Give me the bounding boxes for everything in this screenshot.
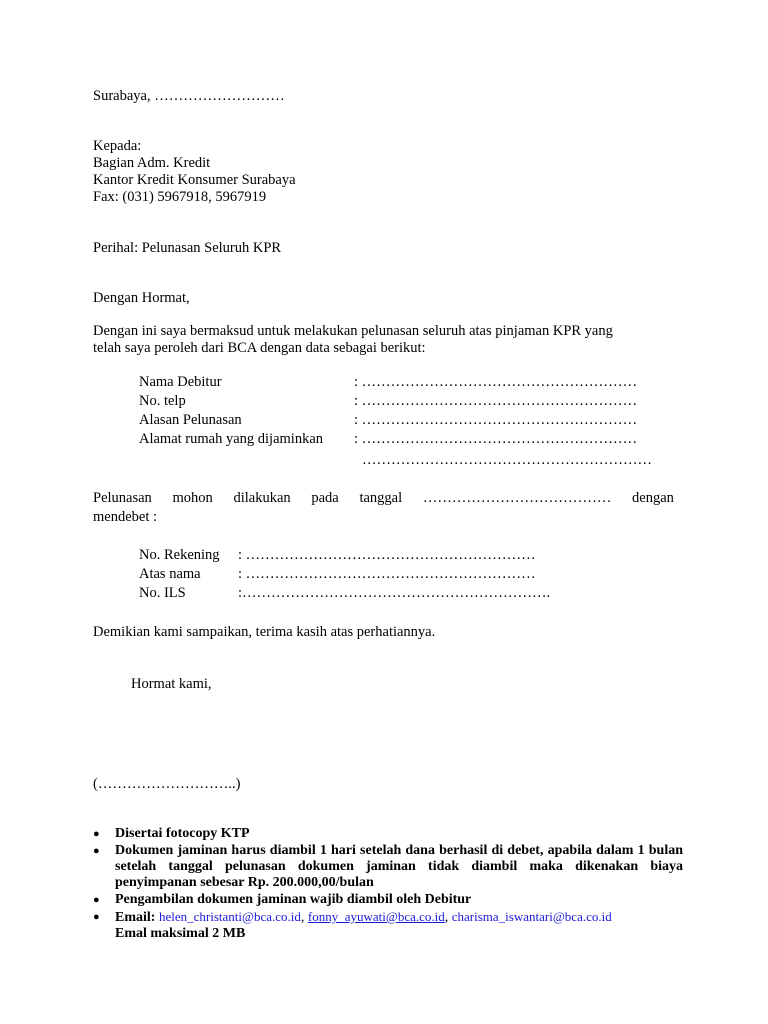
- payment-word: dilakukan: [233, 490, 291, 506]
- field-value-alamat-rumah: : …………………………………………………: [354, 431, 638, 447]
- payment-word: pada: [311, 490, 339, 506]
- payment-date-line: [93, 490, 674, 507]
- regards: Hormat kami,: [131, 676, 212, 692]
- field-value-no-ils: :……………………………………………………….: [238, 585, 551, 601]
- note-item: ● Disertai fotocopy KTP: [93, 826, 250, 841]
- city-date-line: Surabaya, ………………………: [93, 88, 285, 104]
- email-separator: ,: [444, 910, 452, 925]
- field-label-no-telp: No. telp: [139, 393, 186, 409]
- field-value-no-rekening: : ……………………………………………………: [238, 547, 536, 563]
- recipient-fax: Fax: (031) 5967918, 5967919: [93, 189, 267, 205]
- closing-sentence: Demikian kami sampaikan, terima kasih atas perhatiannya.: [93, 624, 436, 640]
- payment-date-blank: …………………………………: [422, 490, 612, 506]
- field-label-no-ils: No. ILS: [139, 585, 186, 601]
- intro-line-2: telah saya peroleh dari BCA dengan data sebagai berikut:: [93, 340, 426, 356]
- email-link-fonny[interactable]: fonny_ayuwati@bca.co.id: [307, 909, 445, 924]
- payment-word: Pelunasan: [93, 490, 152, 506]
- field-value-atas-nama: : ……………………………………………………: [238, 566, 536, 582]
- subject-line: Perihal: Pelunasan Seluruh KPR: [93, 240, 282, 256]
- signature-blank: (………………………..): [93, 776, 241, 792]
- email-label: Email:: [115, 910, 156, 925]
- bullet-icon: ●: [93, 845, 100, 857]
- field-value-no-telp: : …………………………………………………: [354, 393, 638, 409]
- field-value-nama-debitur: : …………………………………………………: [354, 374, 638, 390]
- payment-debit-label: mendebet :: [93, 509, 158, 525]
- note-item: ● Pengambilan dokumen jaminan wajib diambil oleh Debitur: [93, 892, 472, 907]
- payment-word: tanggal: [359, 490, 403, 506]
- recipient-department: Bagian Adm. Kredit: [93, 155, 211, 171]
- payment-word: dengan: [632, 490, 674, 506]
- field-label-nama-debitur: Nama Debitur: [139, 374, 222, 390]
- recipient-to-label: Kepada:: [93, 138, 142, 154]
- bullet-icon: ●: [93, 894, 100, 906]
- field-label-atas-nama: Atas nama: [139, 566, 201, 582]
- bullet-icon: ●: [93, 911, 100, 923]
- notes-list: [93, 826, 683, 942]
- field-label-no-rekening: No. Rekening: [139, 547, 220, 563]
- payment-word: mohon: [172, 490, 213, 506]
- field-value-alamat-continuation: ……………………………………………………: [362, 452, 652, 468]
- greeting: Dengan Hormat,: [93, 290, 190, 306]
- field-label-alasan-pelunasan: Alasan Pelunasan: [139, 412, 242, 428]
- field-value-alasan-pelunasan: : …………………………………………………: [354, 412, 638, 428]
- note-item-email: [93, 909, 683, 942]
- email-link-charisma[interactable]: charisma_iswantari@bca.co.id: [451, 909, 612, 924]
- email-size-limit: Emal maksimal 2 MB: [115, 926, 246, 941]
- bullet-icon: ●: [93, 828, 100, 840]
- note-item: ● Dokumen jaminan harus diambil 1 hari setelah dana berhasil di debet, apabila dalam 1 bulan setelah tanggal pelunasan dokumen jaminan tidak diambil maka dikenakan biaya penyimpanan sebesar Rp. 200.000,00/bulan: [93, 843, 683, 890]
- intro-line-1: Dengan ini saya bermaksud untuk melakukan pelunasan seluruh atas pinjaman KPR yang: [93, 323, 613, 339]
- email-separator: ,: [300, 910, 308, 925]
- field-label-alamat-rumah: Alamat rumah yang dijaminkan: [139, 431, 324, 447]
- email-link-helen[interactable]: helen_christanti@bca.co.id: [158, 909, 301, 924]
- recipient-office: Kantor Kredit Konsumer Surabaya: [93, 172, 296, 188]
